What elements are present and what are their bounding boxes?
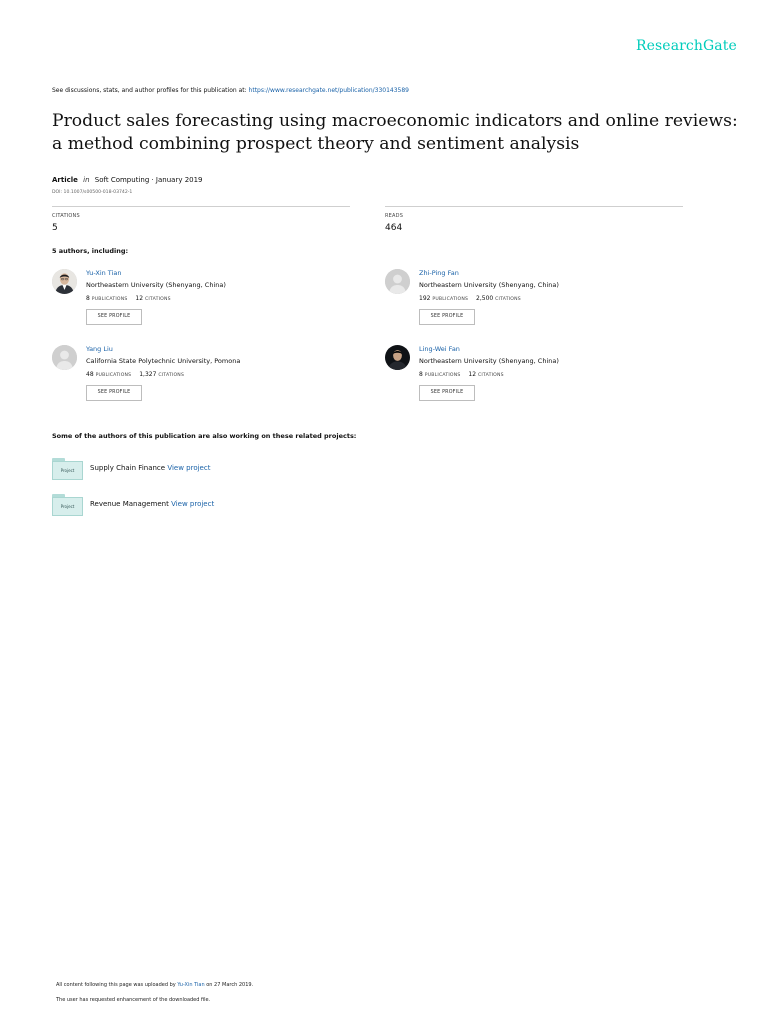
project-icon-label: Project <box>52 461 83 480</box>
upload-prefix: All content following this page was uploaded by <box>56 982 178 988</box>
author-name-link[interactable]: Yang Liu <box>86 345 113 353</box>
author-name-link[interactable]: Ling-Wei Fan <box>419 345 460 353</box>
reads-label: READS <box>385 213 404 219</box>
see-profile-button[interactable]: SEE PROFILE <box>419 309 475 325</box>
author-name-link[interactable]: Yu-Xin Tian <box>86 269 122 277</box>
view-project-link[interactable]: View project <box>171 500 215 508</box>
doi: DOI: 10.1007/s00500-018-03742-1 <box>52 190 133 195</box>
reads-count: 464 <box>385 223 403 233</box>
discussion-text: See discussions, stats, and author profiles for this publication at: <box>52 87 249 94</box>
citations-count: 12 <box>135 295 144 302</box>
title-line-2: a method combining prospect theory and sentiment analysis <box>52 134 580 154</box>
citations-count: 12 <box>468 371 477 378</box>
title-line-1: Product sales forecasting using macroeconomic indicators and online reviews: <box>52 111 738 131</box>
citations-divider <box>52 206 350 207</box>
publications-label: PUBLICATIONS <box>91 297 128 302</box>
publications-count: 48 <box>86 371 94 378</box>
author-avatar-photo[interactable] <box>52 269 77 294</box>
citations-label: CITATIONS <box>477 373 504 378</box>
author-institution: Northeastern University (Shenyang, China) <box>419 357 559 365</box>
article-type: Article <box>52 176 78 184</box>
see-profile-button[interactable]: SEE PROFILE <box>86 385 142 401</box>
see-profile-button[interactable]: SEE PROFILE <box>419 385 475 401</box>
author-avatar-placeholder[interactable] <box>385 269 410 294</box>
author-stats <box>86 295 171 302</box>
author-avatar-placeholder[interactable] <box>52 345 77 370</box>
citations-label: CITATIONS <box>52 213 80 219</box>
author-institution: California State Polytechnic University, Pomona <box>86 357 241 365</box>
project-folder-icon <box>52 458 83 480</box>
citations-count: 5 <box>52 223 58 233</box>
publication-url-link[interactable]: https://www.researchgate.net/publication/330143589 <box>248 87 409 94</box>
enhancement-note: The user has requested enhancement of the downloaded file. <box>56 997 211 1003</box>
author-avatar-photo[interactable] <box>385 345 410 370</box>
author-stats <box>419 295 521 302</box>
discussion-line <box>52 87 409 94</box>
researchgate-logo[interactable]: ResearchGate <box>636 38 737 54</box>
citations-count: 1,327 <box>139 371 157 378</box>
view-project-link[interactable]: View project <box>167 464 211 472</box>
project-text <box>90 464 210 472</box>
authors-heading: 5 authors, including: <box>52 247 129 255</box>
citations-label: CITATIONS <box>158 373 185 378</box>
in-label: in <box>83 176 90 184</box>
project-icon-label: Project <box>52 497 83 516</box>
citations-label: CITATIONS <box>144 297 171 302</box>
publications-label: PUBLICATIONS <box>424 373 461 378</box>
publication-title <box>52 110 738 156</box>
reads-divider <box>385 206 683 207</box>
citations-label: CITATIONS <box>495 297 521 302</box>
project-name: Revenue Management <box>90 500 169 508</box>
publications-count: 8 <box>86 295 90 302</box>
upload-note <box>56 982 253 988</box>
see-profile-button[interactable]: SEE PROFILE <box>86 309 142 325</box>
project-folder-icon <box>52 494 83 516</box>
upload-suffix: on 27 March 2019. <box>204 982 254 988</box>
publications-count: 8 <box>419 371 423 378</box>
publications-label: PUBLICATIONS <box>95 373 132 378</box>
project-name: Supply Chain Finance <box>90 464 166 472</box>
citations-count: 2,500 <box>476 295 494 302</box>
project-text <box>90 500 214 508</box>
author-institution: Northeastern University (Shenyang, China) <box>86 281 226 289</box>
author-stats <box>86 371 184 378</box>
author-stats <box>419 371 504 378</box>
publication-meta <box>52 176 203 184</box>
uploader-link[interactable]: Yu-Xin Tian <box>177 982 205 988</box>
related-projects-heading: Some of the authors of this publication are also working on these related projects: <box>52 432 357 440</box>
author-name-link[interactable]: Zhi-Ping Fan <box>419 269 459 277</box>
publications-count: 192 <box>419 295 431 302</box>
publications-label: PUBLICATIONS <box>432 297 469 302</box>
journal-date: Soft Computing · January 2019 <box>94 176 203 184</box>
author-institution: Northeastern University (Shenyang, China) <box>419 281 559 289</box>
